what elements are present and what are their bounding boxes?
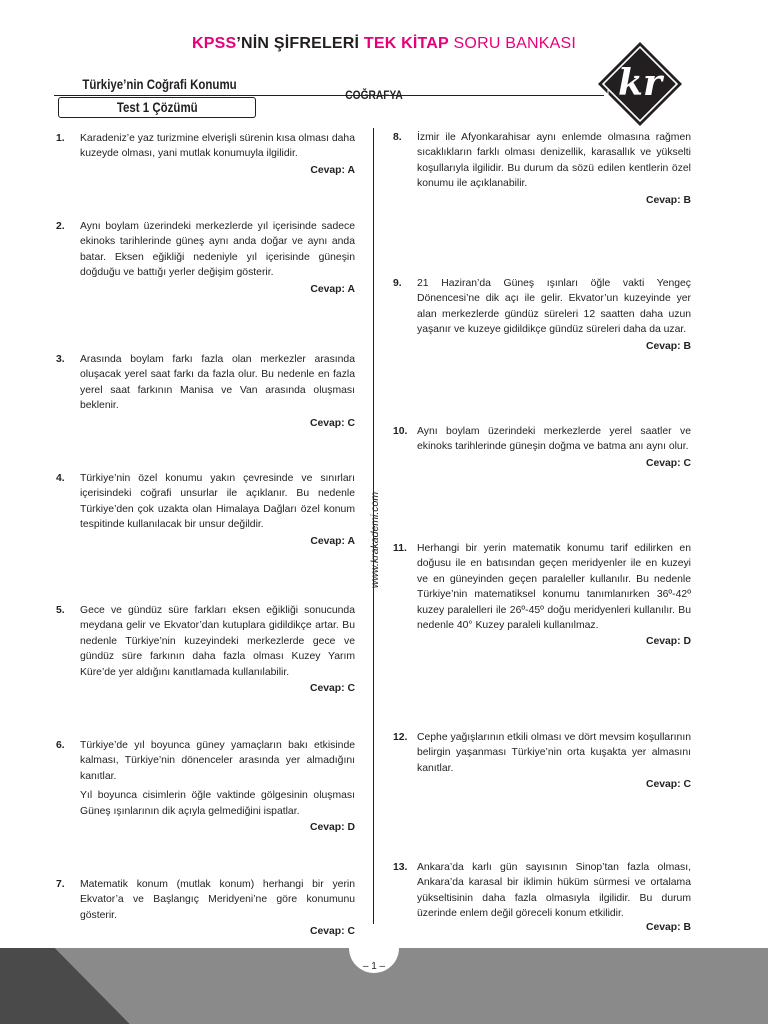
solution-number: 1. bbox=[56, 133, 65, 144]
solution-answer: Cevap: C bbox=[309, 926, 355, 938]
solution-item bbox=[56, 352, 355, 431]
solution-answer: Cevap: A bbox=[310, 164, 355, 176]
solution-item bbox=[56, 738, 355, 835]
solution-answer: Cevap: D bbox=[645, 636, 691, 648]
solution-text: Cephe yağışlarının etkili olması ve dört mevsim koşullarının belirgin yaşanması Türkiye’nin orta kuşakta yer almasını kanıtlar. bbox=[417, 732, 691, 774]
solution-item bbox=[56, 219, 355, 297]
solution-answer: Cevap: A bbox=[310, 535, 355, 547]
footer-gray-shape bbox=[55, 948, 768, 1024]
solution-item bbox=[393, 130, 691, 208]
solution-text: Aynı boylam üzerindeki merkezlerde yıl içerisinde sadece ekinoks tarihlerinde güneş aynı anda doğar ve aynı anda batar. Eksen eğikliği nedeniyle yıl içerisinde güneşin doğduğu ve battığı yerler değişim gösterir. bbox=[80, 221, 355, 279]
solution-text: Matematik konum (mutlak konum) herhangi bir yerin Ekvator’a ve Başlangıç Meridyeni’ne göre konumunu gösterir. bbox=[80, 879, 355, 921]
solution-number: 13. bbox=[393, 862, 408, 873]
solution-number: 8. bbox=[393, 132, 402, 143]
solution-text: 21 Haziran’da Güneş ışınları öğle vakti Yengeç Dönencesi’ne dik açı ile gelir. Ekvator’un kuzeyinde yer alan merkezlerde gündüz süreleri 12 saatten daha uzun yaşanır ve kuzeye gidildikçe gündüz süreleri daha da uzar. bbox=[417, 278, 691, 336]
solution-item bbox=[393, 541, 691, 650]
solution-answer: Cevap: C bbox=[309, 417, 355, 429]
test-label: Test 1 Çözümü bbox=[116, 99, 198, 115]
solution-number: 7. bbox=[56, 879, 65, 890]
solution-item bbox=[393, 276, 691, 354]
solution-number: 4. bbox=[56, 473, 65, 484]
header-rule bbox=[54, 95, 604, 96]
solution-number: 10. bbox=[393, 426, 408, 437]
solution-text: İzmir ile Afyonkarahisar aynı enlemde olmasına rağmen sıcaklıkların farklı olması denizellik, karasallık ve yükselti koşullarıyla ilgilidir. Bu durum da sözü edilen kentlerin özel konumu ile açıklanabilir. bbox=[417, 132, 691, 190]
solution-text: Türkiye’de yıl boyunca güney yamaçların bakı etkisinde kalması, Türkiye’nin dönenceler arasında yer almadığını kanıtlar. bbox=[80, 740, 355, 782]
solution-answer: Cevap: C bbox=[645, 779, 691, 791]
solution-text: Gece ve gündüz süre farkları eksen eğikliği sonucunda meydana gelir ve Ekvator’dan kutuplara gidildikçe artar. Bu nedenle Türkiye’nin kuzeyindeki merkezlerde gece ve gündüz süre farkının daha fazla olması Kuzey Yarım Küre’de yer aldığını kanıtlamada kullanılabilir. bbox=[80, 605, 355, 678]
solution-number: 11. bbox=[393, 543, 407, 554]
footer-band bbox=[0, 924, 768, 1024]
solution-text: Türkiye’nin özel konumu yakın çevresinde ve sınırları içerisindeki coğrafi unsurlar ile açıklanır. Bu nedenle Türkiye’den çok uzakta olan Himalaya Dağları özel konum tespitinde kullanılacak bir unsur değildir. bbox=[80, 473, 355, 531]
solution-number: 12. bbox=[393, 732, 408, 743]
title-nin-sifreleri: ’NİN ŞİFRELERİ bbox=[236, 35, 364, 52]
solution-answer: Cevap: B bbox=[645, 921, 691, 933]
solution-answer: Cevap: C bbox=[309, 683, 355, 695]
page-number: – 1 – bbox=[362, 961, 386, 972]
solution-text: Aynı boylam üzerindeki merkezlerde yerel saatler ve ekinoks tarihlerinde güneşin doğma ve batma anı aynı olur. bbox=[417, 426, 691, 453]
solution-text: Ankara’da karlı gün sayısının Sinop’tan fazla olması, Ankara’da karasal bir iklimin hüküm sürmesi ve ortalama yükseltisinin daha fazla olmasıyla ilgilidir. Bu durum üzerinde enlem değil göreceli konum etkilidir. bbox=[417, 862, 691, 920]
solution-item bbox=[393, 730, 691, 793]
solution-answer: Cevap: A bbox=[310, 283, 355, 295]
solution-answer: Cevap: D bbox=[309, 822, 355, 834]
logo-text: kr bbox=[618, 62, 662, 104]
solution-answer: Cevap: C bbox=[645, 457, 691, 469]
solution-text: Herhangi bir yerin matematik konumu tarif edilirken en doğusu ile en batısından geçen meridyenler ile en kuzeyi ve en güneyinden geçen paraleller kullanılır. Bu nedenle Türkiye’nin matematiksel konumu tanımlanırken 36º-42º kuzey paralelleri ile 26º-45º doğu meridyenleri kullanılır. Bu nedenle 40° Kuzey paraleli kullanılmaz. bbox=[417, 543, 691, 632]
logo-tassel-end bbox=[606, 105, 609, 108]
solution-item bbox=[393, 424, 691, 471]
title-tek-kitap: TEK KİTAP bbox=[363, 35, 449, 52]
solution-item bbox=[56, 471, 355, 549]
solution-text: Yıl boyunca cisimlerin öğle vaktinde gölgesinin oluşması Güneş ışınlarının dik açıyla gelmediğini ispatlar. bbox=[80, 790, 355, 817]
solution-answer: Cevap: B bbox=[645, 194, 691, 206]
solution-number: 2. bbox=[56, 221, 65, 232]
website-text: www.krakademi.com bbox=[369, 491, 381, 589]
solution-answer: Cevap: B bbox=[645, 340, 691, 352]
kr-logo bbox=[596, 40, 684, 128]
solution-number: 3. bbox=[56, 354, 65, 365]
solution-text: Karadeniz’e yaz turizmine elverişli sürenin kısa olması daha kuzeyde olması, yani mutlak konumuyla ilgilidir. bbox=[80, 133, 355, 160]
solution-item bbox=[56, 603, 355, 696]
solution-number: 5. bbox=[56, 605, 65, 616]
solution-number: 9. bbox=[393, 278, 402, 289]
title-kpss: KPSS bbox=[192, 35, 237, 52]
solution-item bbox=[56, 131, 355, 178]
title-soru-bankasi: SORU BANKASI bbox=[448, 35, 576, 52]
topic-title: Türkiye’nin Coğrafi Konumu bbox=[82, 76, 237, 92]
test-label-box bbox=[58, 97, 256, 118]
solution-text: Arasında boylam farkı fazla olan merkezler arasında oluşacak yerel saat farkı da fazla olur. Bu nedenle en fazla yerel saat farkının Manisa ve Van arasında oluşması beklenir. bbox=[80, 354, 355, 412]
solution-number: 6. bbox=[56, 740, 65, 751]
subject-label: COĞRAFYA bbox=[345, 88, 403, 102]
